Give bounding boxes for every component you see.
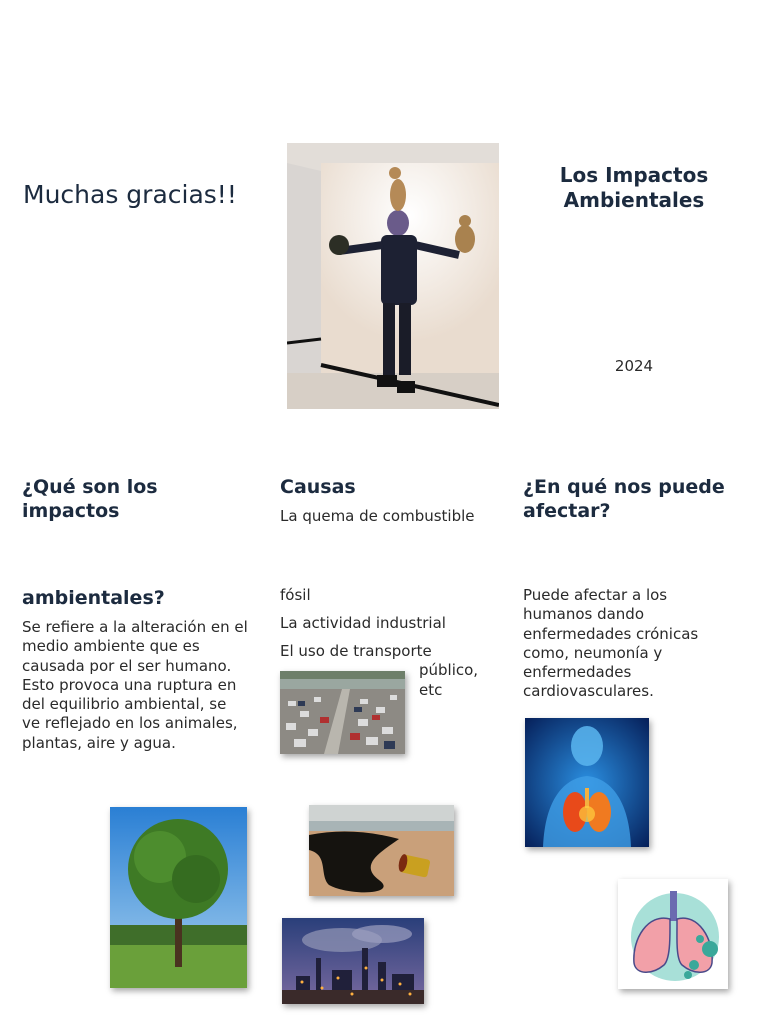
col3-heading: ¿En qué nos puede afectar?	[523, 476, 725, 522]
col1-heading-top: ¿Qué son los impactos	[22, 476, 158, 522]
person-with-cats-photo	[287, 143, 499, 409]
causa-line-5b: etc	[419, 681, 443, 699]
year-label: 2024	[614, 357, 654, 375]
col1-heading-bottom: ambientales?	[22, 587, 165, 609]
causa-line-5a: público,	[419, 661, 479, 679]
page-title: Los Impactos Ambientales	[559, 163, 709, 212]
causa-line-4: El uso de transporte	[280, 642, 432, 660]
refinery-pollution-photo	[282, 918, 424, 1004]
human-lungs-illustration	[525, 718, 649, 847]
traffic-jam-photo	[280, 671, 405, 754]
causa-line-3: La actividad industrial	[280, 614, 446, 632]
causa-line-1: La quema de combustible	[280, 507, 475, 525]
lungs-virus-illustration	[618, 879, 728, 989]
col2-heading: Causas	[280, 476, 356, 498]
oil-spill-photo	[309, 805, 454, 896]
col1-text: Se refiere a la alteración en el medio ambiente que es causada por el ser humano. Esto provoca una ruptura en del equilibrio ambiental, se ve reflejado en los animales, plantas, aire y agua.	[22, 618, 248, 752]
causa-line-2: fósil	[280, 586, 311, 604]
tree-photo	[110, 807, 247, 988]
col3-text: Puede afectar a los humanos dando enfermedades crónicas como, neumonía y enfermedades cardiovasculares.	[523, 586, 699, 701]
thanks-text: Muchas gracias!!	[23, 180, 237, 209]
